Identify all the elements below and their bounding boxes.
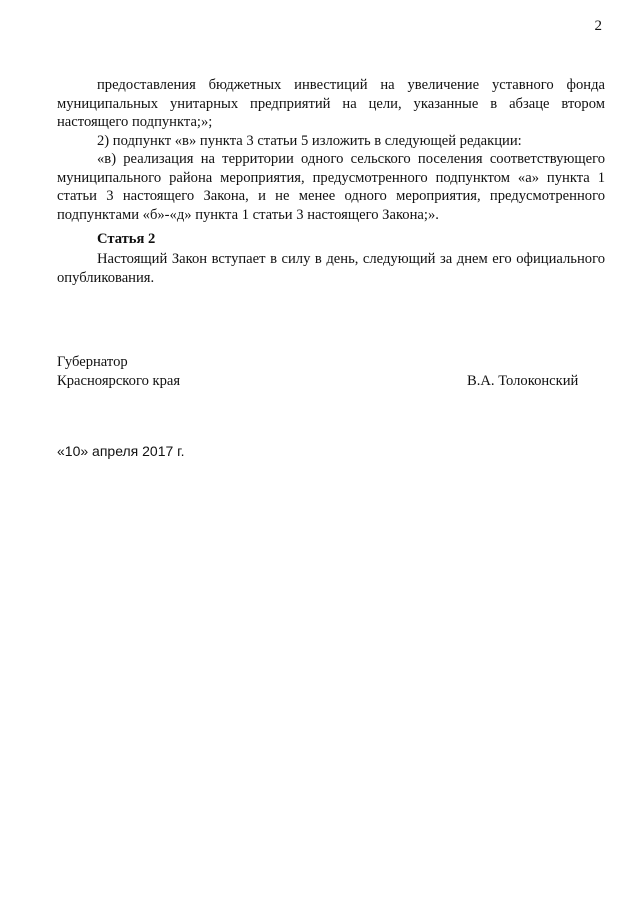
signature-title-line-2: Красноярского края — [57, 373, 181, 389]
signature-title-line-1: Губернатор — [57, 354, 128, 370]
paragraph-subclause-2: 2) подпункт «в» пункта 3 статьи 5 изложить в следующей редакции: — [97, 132, 522, 149]
signature-title — [57, 353, 180, 391]
signing-date: «10» апреля 2017 г. — [57, 443, 185, 459]
page-number: 2 — [594, 18, 602, 34]
paragraph-investments: предоставления бюджетных инвестиций на увеличение уставного фонда муниципальных унитарных предприятий на цели, указанные в абзаце втором настоящего подпункта;»; — [57, 77, 605, 130]
signer-name: В.А. Толоконский — [467, 373, 579, 389]
article-text: Настоящий Закон вступает в силу в день, следующий за днем его официального опубликования. — [57, 251, 605, 286]
article-heading: Статья 2 — [97, 231, 156, 247]
paragraph-subclause-v: «в) реализация на территории одного сельского поселения соответствующего муниципального района мероприятия, предусмотренного подпунктом «а» пункта 1 статьи 3 настоящего Закона, и не менее одного мероприятия, предусмотренного подпунктами «б»-«д» пункта 1 статьи 3 настоящего Закона;». — [57, 151, 605, 223]
amendment-text — [57, 76, 605, 224]
